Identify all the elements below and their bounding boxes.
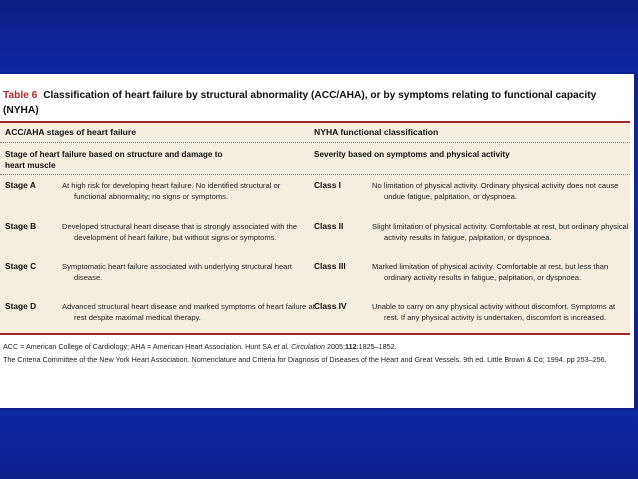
- table-panel: [0, 74, 634, 408]
- stage-label: Stage C: [5, 261, 37, 271]
- acc-aha-header: ACC/AHA stages of heart failure: [5, 127, 136, 137]
- footnote-abbreviations: ACC = American College of Cardiology; AHA = American Heart Association. Hunt SA et al. Circulation 2005;112:1825–1852.: [3, 342, 397, 351]
- class-label: Class IV: [314, 301, 347, 311]
- stage-label: Stage D: [5, 301, 37, 311]
- table-title: Classification of heart failure by structural abnormality (ACC/AHA), or by symptoms relating to functional capacity (NYHA): [3, 90, 597, 116]
- slide-footer-band: [0, 410, 638, 479]
- class-description: Marked limitation of physical activity. Comfortable at rest, but less than ordinary activity results in fatigue, palpitation, or dyspnoea.: [372, 262, 609, 283]
- table-caption: [3, 88, 623, 118]
- header-divider: [0, 142, 630, 143]
- stage-label: Stage B: [5, 221, 37, 231]
- class-description: No limitation of physical activity. Ordinary physical activity does not cause undue fatigue, palpitation, or dyspnoea.: [372, 181, 619, 202]
- class-description: Unable to carry on any physical activity without discomfort. Symptoms at rest. If any physical activity is undertaken, discomfort is increased.: [372, 302, 616, 323]
- footnote-reference: The Criteria Committee of the New York Heart Association. Nomenclature and Criteria for Diagnosis of Diseases of the Heart and Great Vessels. 9th ed. Little Brown & Co; 1994. pp 253–256.: [3, 355, 607, 364]
- table-number: Table 6: [3, 90, 38, 101]
- class-label: Class I: [314, 180, 342, 190]
- class-description: Slight limitation of physical activity. Comfortable at rest, but ordinary physical activity results in fatigue, palpitation, or dyspnoea.: [372, 222, 629, 243]
- nyha-header: NYHA functional classification: [314, 127, 439, 137]
- stage-description: Symptomatic heart failure associated with underlying structural heart disease.: [62, 262, 293, 283]
- slide-header-band: [0, 0, 638, 72]
- subheader-divider: [0, 174, 630, 175]
- acc-aha-subheader: Stage of heart failure based on structure and damage to heart muscle: [5, 150, 223, 170]
- nyha-subheader: Severity based on symptoms and physical activity: [314, 150, 510, 159]
- stage-label: Stage A: [5, 180, 36, 190]
- classification-table: [0, 121, 630, 335]
- class-label: Class II: [314, 221, 344, 231]
- stage-description: Developed structural heart disease that is strongly associated with the development of heart failure, but without signs or symptoms.: [62, 222, 298, 243]
- stage-description: At high risk for developing heart failure. No identified structural or functional abnormality; no signs or symptoms.: [62, 181, 281, 202]
- class-label: Class III: [314, 261, 346, 271]
- stage-description: Advanced structural heart disease and marked symptoms of heart failure at rest despite maximal medical therapy.: [62, 302, 315, 323]
